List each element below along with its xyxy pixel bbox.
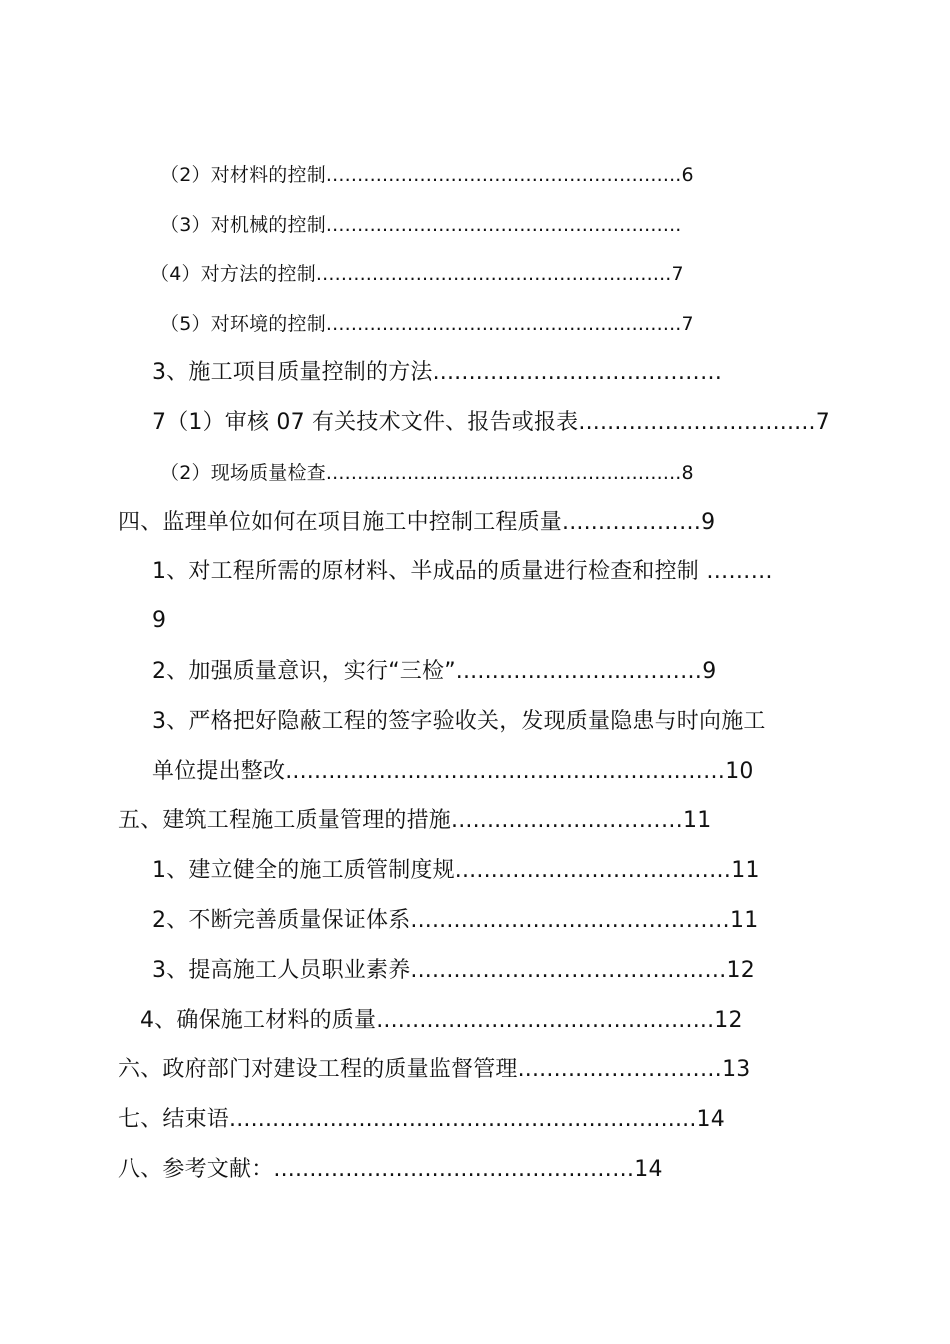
toc-entry-quality-awareness: 2、加强质量意识，实行“三检”.........................………9 bbox=[152, 659, 717, 684]
toc-entry-environment-control: （5）对环境的控制.........................................................7 bbox=[160, 313, 694, 335]
toc-entry-concealed-works-cont: 单位提出整改.......................................................……10 bbox=[152, 759, 754, 784]
toc-entry-concealed-works: 3、严格把好隐蔽工程的签字验收关，发现质量隐患与时向施工 bbox=[152, 709, 766, 734]
toc-entry-management-system: 1、建立健全的施工质管制度规.......................……………11 bbox=[152, 858, 760, 883]
toc-entry-chapter-7: 七、结束语.................................................................14 bbox=[118, 1107, 725, 1132]
toc-entry-chapter-6: 六、政府部门对建设工程的质量监督管理.............……………13 bbox=[118, 1057, 751, 1082]
toc-entry-quality-assurance: 2、不断完善质量保证体系.............................……………11 bbox=[152, 908, 759, 933]
toc-entry-review-documents: 7（1）审核 07 有关技术文件、报告或报表.................................7 bbox=[152, 410, 830, 435]
toc-entry-machinery-control: （3）对机械的控制......................................................... bbox=[160, 214, 682, 236]
toc-entry-materials-quality: 4、确保施工材料的质量...............................................12 bbox=[140, 1008, 743, 1033]
toc-entry-chapter-4: 四、监理单位如何在项目施工中控制工程质量.......…………9 bbox=[118, 510, 716, 535]
toc-entry-raw-materials-check-page: 9 bbox=[152, 608, 167, 633]
toc-entry-chapter-5: 五、建筑工程施工质量管理的措施.......................………11 bbox=[118, 808, 712, 833]
toc-entry-raw-materials-check: 1、对工程所需的原材料、半成品的质量进行检查和控制 ……… bbox=[152, 559, 773, 584]
toc-entry-staff-qualities: 3、提高施工人员职业素养..........……………………………12 bbox=[152, 958, 755, 983]
toc-entry-site-inspection: （2）现场质量检查.........................................................8 bbox=[160, 462, 694, 484]
toc-entry-materials-control: （2）对材料的控制.........................................................6 bbox=[160, 164, 694, 186]
toc-entry-chapter-8: 八、参考文献：............................................……14 bbox=[118, 1157, 663, 1182]
toc-entry-quality-control-methods: 3、施工项目质量控制的方法...............................……… bbox=[152, 360, 723, 385]
toc-entry-method-control: （4）对方法的控制.........................................................7 bbox=[150, 263, 684, 285]
